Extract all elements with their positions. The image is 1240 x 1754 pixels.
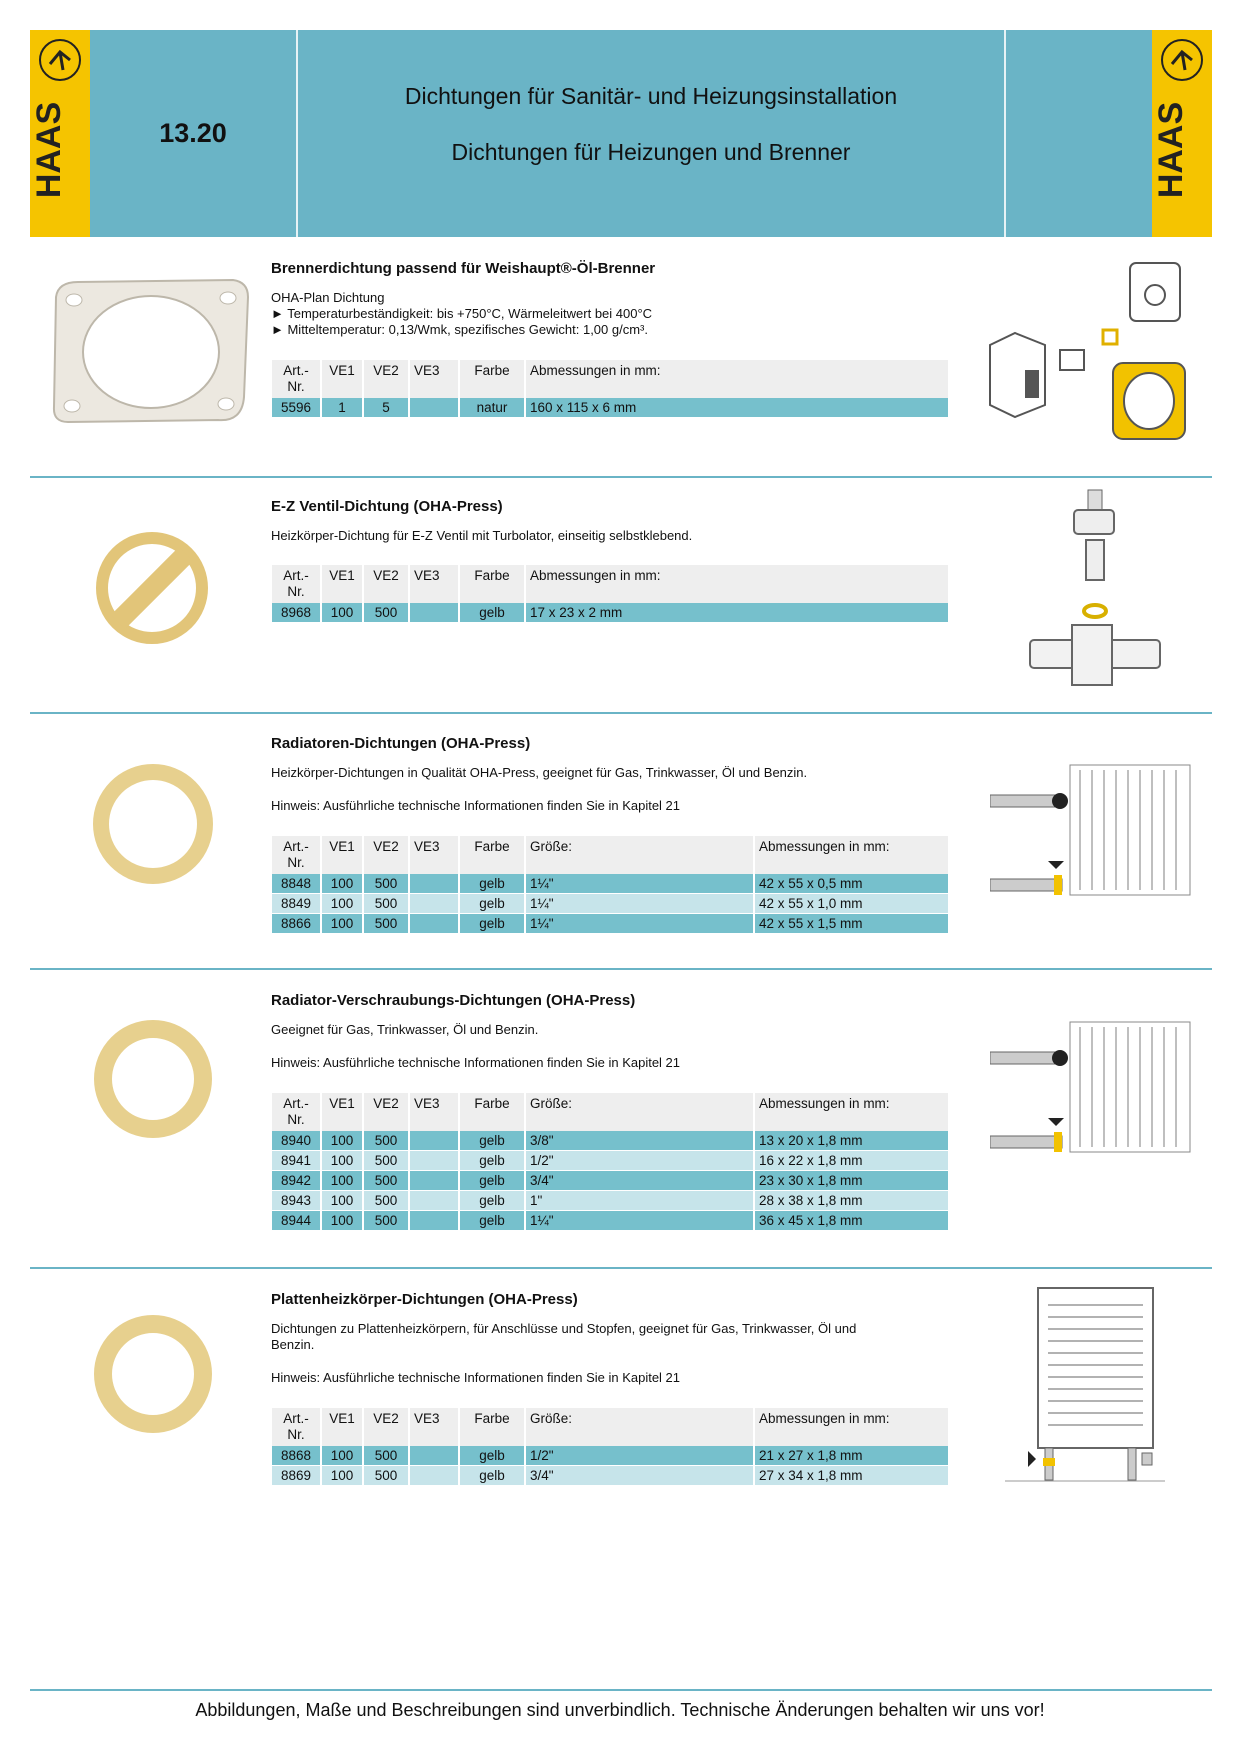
section-separator (30, 712, 1212, 714)
header-divider (1004, 30, 1006, 237)
table-row: 5596 1 5 natur 160 x 115 x 6 mm (272, 398, 950, 418)
burner-illustration (985, 255, 1195, 460)
table-row: 8943 100 500 gelb 1" 28 x 38 x 1,8 mm (272, 1191, 950, 1211)
section-text: Heizkörper-Dichtung für E-Z Ventil mit Turbolator, einseitig selbstklebend. (271, 528, 693, 543)
panel-radiator-illustration (1000, 1283, 1200, 1493)
col-art: Art.- Nr. (272, 565, 322, 603)
section-title: Plattenheizkörper-Dichtungen (OHA-Press) (271, 1291, 578, 1308)
section-text: ► Temperaturbeständigkeit: bis +750°C, Wärmeleitwert bei 400°C (271, 306, 653, 321)
section-title: Brennerdichtung passend für Weishaupt®-Öl-Brenner (271, 260, 656, 277)
haas-logo-right (1152, 30, 1212, 237)
col-farbe: Farbe (460, 360, 526, 398)
col-ve1: VE1 (322, 360, 364, 398)
section-text: Benzin. (271, 1337, 315, 1352)
section-text: OHA-Plan Dichtung (271, 290, 385, 305)
table-row: 8868 100 500 gelb 1/2" 21 x 27 x 1,8 mm (272, 1446, 950, 1466)
haas-logo-icon (30, 30, 90, 237)
svg-text:HAAS: HAAS (30, 101, 68, 199)
screw-gasket-image (91, 1017, 215, 1146)
radiator-gasket-image (91, 762, 215, 891)
col-ve3: VE3 (410, 360, 460, 398)
section-hint: Hinweis: Ausführliche technische Informationen finden Sie in Kapitel 21 (271, 798, 681, 813)
product-table: Art.- Nr. VE1 VE2 VE3 Farbe Größe: Abmessungen in mm: 8848 100 500 gelb 1¼" 42 x 55 x 0,5 mm 8849 100 500 gelb 1¼" 42 x 55 x 1,0 mm 8866 100 500 gelb 1¼" 42 x 55 x 1,5 mm (272, 836, 950, 934)
table-row: 8968 100 500 gelb 17 x 23 x 2 mm (272, 603, 950, 623)
section-text: ► Mitteltemperatur: 0,13/Wmk, spezifisches Gewicht: 1,00 g/cm³. (271, 322, 648, 337)
footer-separator (30, 1689, 1212, 1691)
ez-valve-illustration (1010, 485, 1190, 710)
section-text: Heizkörper-Dichtungen in Qualität OHA-Press, geeignet für Gas, Trinkwasser, Öl und Benzin. (271, 765, 808, 780)
radiator-screw-illustration (990, 1012, 1195, 1167)
header-titles (298, 30, 1004, 237)
col-art: Art.- Nr. (272, 360, 322, 398)
page-header (30, 30, 1212, 237)
panel-gasket-image (91, 1312, 215, 1441)
footer-disclaimer: Abbildungen, Maße und Beschreibungen sind unverbindlich. Technische Änderungen behalten wir uns vor! (195, 1700, 1045, 1720)
table-row: 8849 100 500 gelb 1¼" 42 x 55 x 1,0 mm (272, 894, 950, 914)
product-table: Art.- Nr. VE1 VE2 VE3 Farbe Größe: Abmessungen in mm: 8940 100 500 gelb 3/8" 13 x 20 x 1,8 mm 8941 100 500 gelb 1/2" 16 x 22 x 1,8 mm 8942 100 500 gelb 3/4" 23 x 30 x 1,8 mm 8943 100 500 gelb 1" 28 x 38 x 1,8 mm 8944 100 500 gelb 1¼" 36 x 45 x 1,8 mm (272, 1093, 950, 1231)
burner-gasket-image (48, 272, 253, 437)
product-table: Art.- Nr. VE1 VE2 VE3 Farbe Abmessungen in mm: 8968 100 500 gelb 17 x 23 x 2 mm (272, 565, 950, 623)
table-row: 8848 100 500 gelb 1¼" 42 x 55 x 0,5 mm (272, 874, 950, 894)
section-separator (30, 476, 1212, 478)
table-row: 8940 100 500 gelb 3/8" 13 x 20 x 1,8 mm (272, 1131, 950, 1151)
section-hint: Hinweis: Ausführliche technische Informationen finden Sie in Kapitel 21 (271, 1370, 681, 1385)
section-title: Radiatoren-Dichtungen (OHA-Press) (271, 735, 531, 752)
section-title: Radiator-Verschraubungs-Dichtungen (OHA-Press) (271, 992, 636, 1009)
table-row: 8869 100 500 gelb 3/4" 27 x 34 x 1,8 mm (272, 1466, 950, 1486)
ez-valve-gasket-image (94, 530, 210, 651)
table-row: 8866 100 500 gelb 1¼" 42 x 55 x 1,5 mm (272, 914, 950, 934)
col-ve2: VE2 (364, 360, 410, 398)
section-title: E-Z Ventil-Dichtung (OHA-Press) (271, 498, 503, 515)
header-title-2: Dichtungen für Heizungen und Brenner (451, 139, 851, 165)
table-row: 8944 100 500 gelb 1¼" 36 x 45 x 1,8 mm (272, 1211, 950, 1231)
section-text: Geeignet für Gas, Trinkwasser, Öl und Benzin. (271, 1022, 539, 1037)
header-title-1: Dichtungen für Sanitär- und Heizungsinstallation (404, 83, 898, 109)
section-separator (30, 968, 1212, 970)
product-table: Art.- Nr. VE1 VE2 VE3 Farbe Größe: Abmessungen in mm: 8868 100 500 gelb 1/2" 21 x 27 x 1,8 mm 8869 100 500 gelb 3/4" 27 x 34 x 1,8 mm (272, 1408, 950, 1486)
haas-logo-left (30, 30, 90, 237)
section-separator (30, 1267, 1212, 1269)
haas-logo-icon (1152, 30, 1212, 237)
section-number: 13.20 (159, 118, 227, 148)
radiator-illustration (990, 755, 1195, 910)
table-row: 8942 100 500 gelb 3/4" 23 x 30 x 1,8 mm (272, 1171, 950, 1191)
section-hint: Hinweis: Ausführliche technische Informationen finden Sie in Kapitel 21 (271, 1055, 681, 1070)
product-table (272, 360, 950, 418)
svg-text:HAAS: HAAS (1152, 101, 1190, 199)
section-text: Dichtungen zu Plattenheizkörpern, für Anschlüsse und Stopfen, geeignet für Gas, Trinkwasser, Öl und (271, 1321, 857, 1336)
table-row: 8941 100 500 gelb 1/2" 16 x 22 x 1,8 mm (272, 1151, 950, 1171)
col-abm: Abmessungen in mm: (526, 360, 950, 398)
